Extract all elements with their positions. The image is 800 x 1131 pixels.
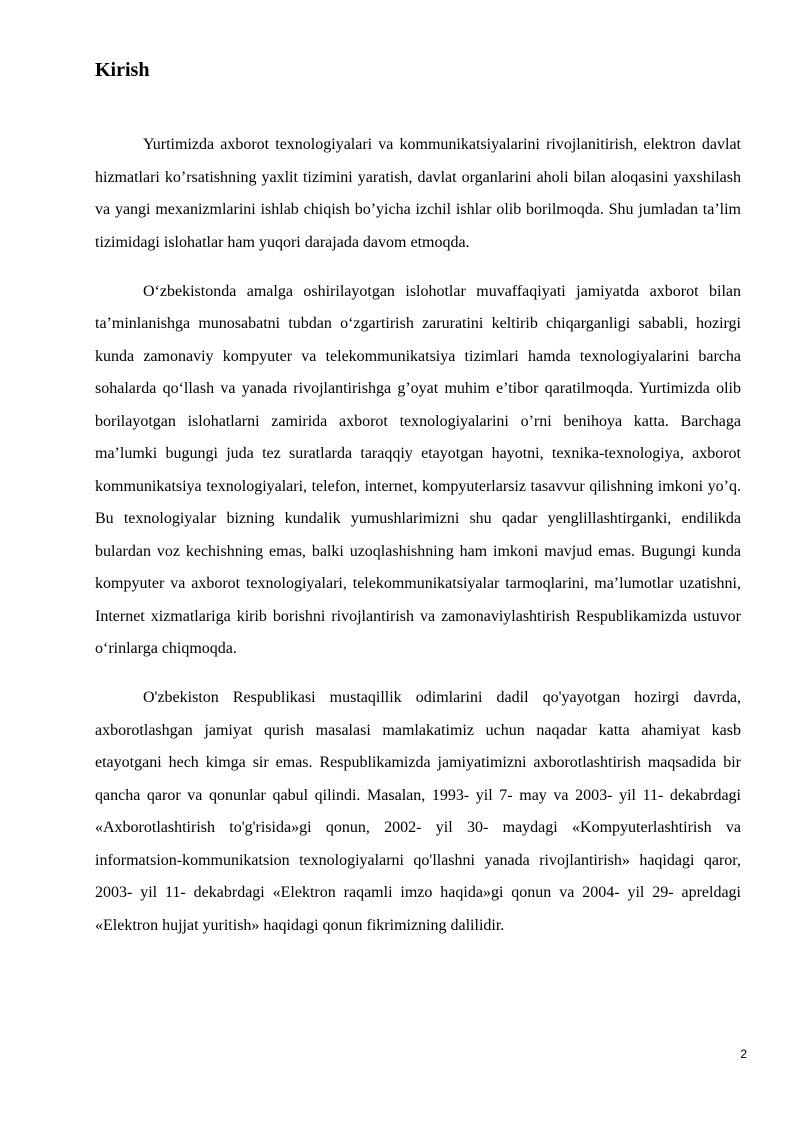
- paragraph-1: Yurtimizda axborot texnologiyalari va kommunikatsiyalarini rivojlanitirish, elektron davlat hizmatlari ko’rsatishning yaxlit tizimini yaratish, davlat organlarini aholi bilan aloqasini yaxshilash va yangi mexanizmlarini ishlab chiqish bo’yicha izchil ishlar olib borilmoqda. Shu jumladan ta’lim tizimidagi islohatlar ham yuqori darajada davom etmoqda.: [95, 136, 741, 251]
- page-number: 2: [740, 1047, 747, 1061]
- paragraph-3: O'zbekiston Respublikasi mustaqillik odimlarini dadil qo'yayotgan hozirgi davrda, axborotlashgan jamiyat qurish masalasi mamlakatimiz uchun naqadar katta ahamiyat kasb etayotgani hech kimga sir emas. Respublikamizda jamiyatimizni axborotlashtirish maqsadida bir qancha qaror va qonunlar qabul qilindi. Masalan, 1993- yil 7- may va 2003- yil 11- dekabrdagi «Axborotlashtirish to'g'risida»gi qonun, 2002- yil 30- maydagi «Kompyuterlashtirish va informatsion-kommunikatsion texnologiyalarni qo'llashni yanada rivojlantirish» haqidagi qaror, 2003- yil 11- dekabrdagi «Elektron raqamli imzo haqida»gi qonun va 2004- yil 29- apreldagi «Elektron hujjat yuritish» haqidagi qonun fikrimizning dalilidir.: [95, 689, 741, 934]
- body-text: [95, 129, 741, 959]
- paragraph-2: O‘zbekistonda amalga oshirilayotgan islohotlar muvaffaqiyati jamiyatda axborot bilan ta’minlanishga munosabatni tubdan o‘zgartirish zaruratini keltirib chiqarganligi sababli, hozirgi kunda zamonaviy kompyuter va telekommunikatsiya tizimlari hamda texnologiyalarini barcha sohalarda qo‘llash va yanada rivojlantirishga g’oyat muhim e’tibor qaratilmoqda. Yurtimizda olib borilayotgan islohatlarni zamirida axborot texnologiyalarini o’rni benihoya katta. Barchaga ma’lumki bugungi juda tez suratlarda taraqqiy etayotgan hayotni, texnika-texnologiya, axborot kommunikatsiya texnologiyalari, telefon, internet, kompyuterlarsiz tasavvur qilishning imkoni yo’q. Bu texnologiyalar bizning kundalik yumushlarimizni shu qadar yenglillashtirganki, endilikda bulardan voz kechishning emas, balki uzoqlashishning ham imkoni mavjud emas. Bugungi kunda kompyuter va axborot texnologiyalari, telekommunikatsiyalar tarmoqlarini, ma’lumotlar uzatishni, Internet xizmatlariga kirib borishni rivojlantirish va zamonaviylashtirish Respublikamizda ustuvor o‘rinlarga chiqmoqda.: [95, 282, 741, 657]
- section-heading: Kirish: [95, 59, 150, 81]
